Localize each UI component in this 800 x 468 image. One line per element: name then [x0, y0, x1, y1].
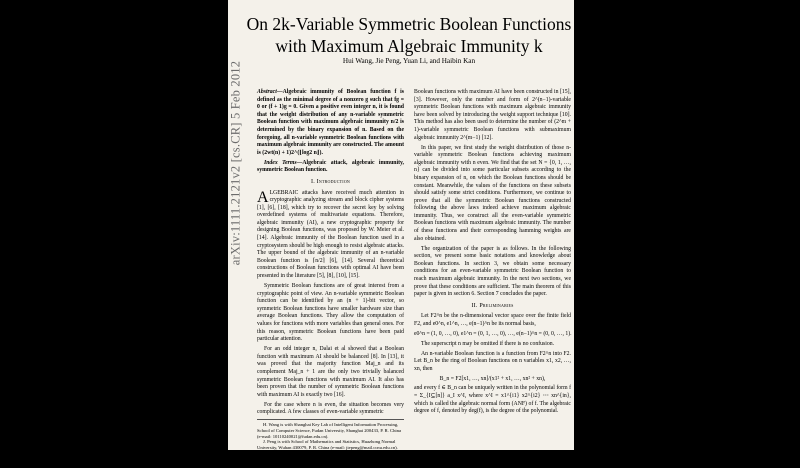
left-column: [257, 89, 404, 468]
right-paragraph-1: Boolean functions with maximum AI have been constructed in [15], [3]. However, only the number and form of 2^(n−1)-variable symmetric Boolean functions with maximum algebraic immunity have been solved by introducing the weight support technique [10]. This method has also been used to determine the number of (2^m + 1)-variable symmetric Boolean functions with submaximum algebraic immunity 2^(m−1) [12].: [414, 89, 571, 141]
index-terms: [257, 160, 404, 175]
paper-authors: Hui Wang, Jie Peng, Yuan Li, and Haibin Kan: [342, 57, 476, 65]
section-preliminaries-heading: II. Preliminaries: [471, 302, 514, 309]
prelim-paragraph-2: The superscript n may be omitted if there is no confusion.: [421, 340, 555, 347]
intro-paragraph-1: [257, 190, 404, 281]
intro-paragraph-3: For an odd integer n, Dalai et al showed that a Boolean function with maximum AI should be balanced [8]. In [13], it was proved that the majority function Maj_n and its complement Maj_n + 1 are the only two trivially balanced symmetric Boolean functions with maximum AI. It also has been proven that the number of symmetric Boolean functions with maximum AI is exactly two [16].: [257, 346, 404, 398]
abstract-label: Abstract: [257, 89, 277, 95]
author-footnotes: [257, 419, 404, 468]
paper-title: On 2k-Variable Symmetric Boolean Functions with Maximum Algebraic Immunity k: [246, 14, 572, 56]
abstract: [257, 89, 404, 157]
boolean-ring-equation: B_n = F2[x1, …, xn]/(x1² + x1, …, xn² + xn),: [439, 375, 546, 382]
abstract-text: —Algebraic immunity of Boolean function f is defined as the minimal degree of a nonzero g such that fg = 0 or (f + 1)g = 0. Given a positive even integer n, it is found that the weight distribution of any n-variable symmetric Boolean function with maximum algebraic immunity n/2 is determined by the binary expansion of n. Based on the foregoing, all n-variable symmetric Boolean functions with maximum algebraic immunity are constructed. The amount is (2wt(n) + 1)2^(⌊log2 n⌋).: [257, 89, 404, 156]
normal-basis-equation: e0^n = (1, 0, …, 0), e1^n = (0, 1, …, 0), …, e(n−1)^n = (0, 0, …, 1).: [414, 330, 572, 337]
right-paragraph-2: In this paper, we first study the weight distribution of those n-variable symmetric Boolean functions achieving maximum algebraic immunity with n even. We find that the set N = {0, 1, …, n} can be divided into some particular subsets according to the binary expansion of n, on which the Boolean functions should be constant. Meanwhile, the values of the functions on these subsets should satisfy some strict conditions. Furthermore, we continue to prove that all the symmetric Boolean functions constructed following the above laws indeed achieve maximum algebraic immunity. Thus, we construct all the even-variable symmetric Boolean functions with maximum algebraic immunity. The number of these functions and their corresponding hamming weights are also obtained.: [414, 144, 571, 242]
arxiv-sidebar: [229, 28, 243, 298]
footnote-1: H. Wang is with Shanghai Key Lab of Intelligent Information Processing, School of Computer Science, Fudan University, Shanghai 200433, P. R. China (e-mail: 10110240021@fudan.edu.cn).: [257, 422, 402, 439]
prelim-paragraph-1: Let F2^n be the n-dimensional vector space over the finite field F2, and e0^n, e1^n, …, e(n−1)^n be its normal basis,: [414, 313, 571, 327]
prelim-paragraph-4: and every f ∈ B_n can be uniquely written in the polynomial form f = Σ_{I⊆[n]} a_I x^I, where x^I = x1^{i1} x2^{i2} ⋯ xn^{in}, which is called the algebraic normal form (ANF) of f. The algebraic degree of f, denoted by deg(f), is the degree of the polynomial.: [414, 385, 571, 415]
footnote-2: J. Peng is with School of Mathematics and Statistics, Huazhong Normal University, Wuhan 430079, P. R. China (e-mail: jiepeng@mail.ccnu.edu.cn).: [257, 439, 398, 451]
right-paragraph-3: The organization of the paper is as follows. In the following section, we present some basic notations and knowledge about Boolean functions. In section 3, we obtain some necessary conditions for an even-variable symmetric Boolean function to reach maximum algebraic immunity. In the next two sections, we prove that these conditions are sufficient. The main theorem of this paper is given in section 6. Section 7 concludes the paper.: [414, 245, 571, 298]
prelim-paragraph-3: An n-variable Boolean function is a function from F2^n into F2. Let B_n be the ring of Boolean functions on n variables x1, x2, …, xn, then: [414, 350, 571, 372]
index-terms-label: Index Terms: [264, 159, 297, 166]
drop-cap-letter: A: [257, 188, 269, 206]
intro-paragraph-1-text: LGEBRAIC attacks have received much attention in cryptographic analyzing stream and block cipher systems [1], [6], [18], which try to recover the secret key by solving overdefined systems of multivariate equations. Therefore, algebraic immunity (AI), a new cryptographic property for designing Boolean functions, was proposed by W. Meier et al. [14]. Algebraic immunity of the Boolean function used in a cryptosystem should be high enough to resist algebraic attacks. The upper bound of the algebraic immunity of an n-variable Boolean function is ⌈n/2⌉ [6], [14]. Several theoretical constructions of Boolean functions with optimal AI have been presented in the literature [5], [8], [10], [15].: [257, 189, 404, 280]
footnote-3: Y. Li and H. Kan are with Shanghai Key Lab of Intelligent Information Processing, School of Computer Science, Fudan University, Shanghai 200433, P. R. China (e-mail: 07300720173@fudan.edu.cn; hbkan@fudan.edu.cn).: [257, 450, 402, 468]
arxiv-identifier[interactable]: arXiv:1111.2121v2 [cs.CR] 5 Feb 2012: [228, 60, 243, 266]
section-introduction-heading: I. Introduction: [311, 178, 350, 185]
right-column: [414, 89, 571, 445]
index-terms-text: —Algebraic attack, algebraic immunity, symmetric Boolean function.: [257, 159, 404, 174]
intro-paragraph-4: For the case where n is even, the situation becomes very complicated. A few classes of even-variable symmetric: [257, 401, 404, 416]
intro-paragraph-2: Symmetric Boolean functions are of great interest from a cryptographic point of view. An n-variable symmetric Boolean function can be identified by an (n + 1)-bit vector, so symmetric Boolean functions have smaller hardware size than average Boolean functions. They allow the computation of values for functions with more variables than general ones. For this reason, symmetric Boolean functions have been paid particular attention.: [257, 283, 404, 343]
